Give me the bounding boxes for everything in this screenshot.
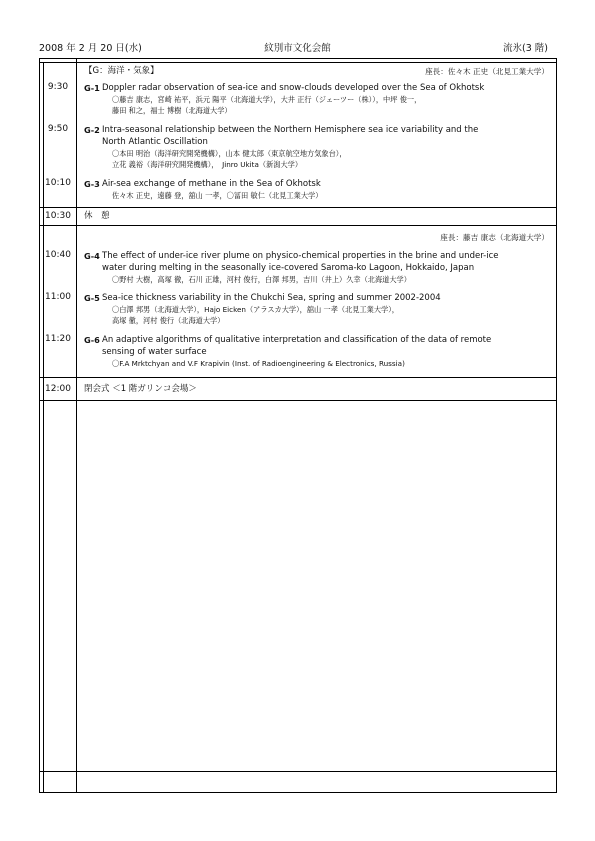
- talk-time: 10:10: [45, 178, 71, 188]
- row-divider: [40, 225, 556, 226]
- session-chair-2: 座長：藤吉 康志（北海道大学）: [440, 233, 549, 242]
- talk-title: Doppler radar observation of sea-ice and snow-clouds developed over the Sea of Okhotsk: [102, 83, 485, 93]
- table-left-rule: [43, 62, 44, 792]
- row-divider: [40, 377, 556, 378]
- talk-time: 11:00: [45, 292, 71, 302]
- session-title: 【G：海洋・気象】: [84, 66, 159, 76]
- talk-time: 9:50: [47, 124, 69, 134]
- talk-authors: 〇本田 明治（海洋研究開発機構），山本 健太郎（東京航空地方気象台），: [112, 149, 347, 158]
- time-column-divider: [76, 59, 77, 792]
- header-venue: 紋別市文化会館: [264, 43, 331, 54]
- talk-code: G-4: [84, 251, 100, 261]
- table-top-rule: [40, 62, 556, 63]
- talk-time: 10:40: [45, 250, 71, 260]
- talk-title: An adaptive algorithms of qualitative interpretation and classification of the data of remote: [102, 335, 492, 345]
- header-date: 2008 年 2 月 20 日(水): [39, 43, 142, 54]
- talk-title: Sea-ice thickness variability in the Chukchi Sea, spring and summer 2002-2004: [102, 293, 441, 303]
- talk-code: G-2: [84, 125, 100, 135]
- talk-authors: 藤田 和之，福士 博樹（北海道大学）: [112, 106, 232, 115]
- break-time: 10:30: [45, 211, 71, 221]
- talk-title: water during melting in the seasonally ice-covered Saroma-ko Lagoon, Hokkaido, Japan: [102, 263, 475, 273]
- header-room: 流氷(3 階): [503, 43, 548, 54]
- row-divider: [40, 207, 556, 208]
- talk-authors: 佐々木 正史，遠藤 登，舘山 一孝，〇冨田 敏仁（北見工業大学）: [112, 191, 323, 200]
- talk-time: 9:30: [47, 82, 69, 92]
- talk-title: Air-sea exchange of methane in the Sea of Okhotsk: [102, 179, 321, 189]
- talk-title: The effect of under-ice river plume on physico-chemical properties in the brine and under-ice: [102, 251, 499, 261]
- row-divider: [40, 771, 556, 772]
- schedule-table: [39, 58, 557, 793]
- break-label: 休 憩: [84, 211, 110, 221]
- talk-title: Intra-seasonal relationship between the Northern Hemisphere sea ice variability and the: [102, 125, 479, 135]
- talk-authors: 〇藤吉 康志，宮崎 祐平，浜元 陽平（北海道大学），大井 正行（ジェーツー（株）），中坪 俊一，: [112, 95, 422, 104]
- row-divider: [40, 400, 556, 401]
- talk-title: sensing of water surface: [102, 347, 207, 357]
- talk-authors: 〇野村 大樹，高塚 徹，石川 正雄，河村 俊行，白澤 邦男，吉川（井上）久幸（北海道大学）: [112, 275, 411, 284]
- closing-label: 閉会式 ＜1 階ガリンコ会場＞: [84, 384, 197, 394]
- talk-authors: 〇F.A Mrktchyan and V.F Krapivin (Inst. of Radioengineering & Electronics, Russia): [112, 359, 405, 368]
- talk-authors: 立花 義裕（海洋研究開発機構）， Jinro Ukita（新潟大学）: [112, 160, 303, 169]
- talk-title: North Atlantic Oscillation: [102, 137, 208, 147]
- talk-authors: 〇白澤 邦男（北海道大学），Hajo Eicken（アラスカ大学），舘山 一孝（北見工業大学），: [112, 305, 399, 314]
- talk-code: G-5: [84, 293, 100, 303]
- talk-code: G-3: [84, 179, 100, 189]
- talk-code: G-6: [84, 335, 100, 345]
- session-chair-1: 座長：佐々木 正史（北見工業大学）: [425, 67, 549, 76]
- talk-time: 11:20: [45, 334, 71, 344]
- closing-time: 12:00: [45, 384, 71, 394]
- talk-code: G-1: [84, 83, 100, 93]
- talk-authors: 高塚 徹，河村 俊行（北海道大学）: [112, 316, 225, 325]
